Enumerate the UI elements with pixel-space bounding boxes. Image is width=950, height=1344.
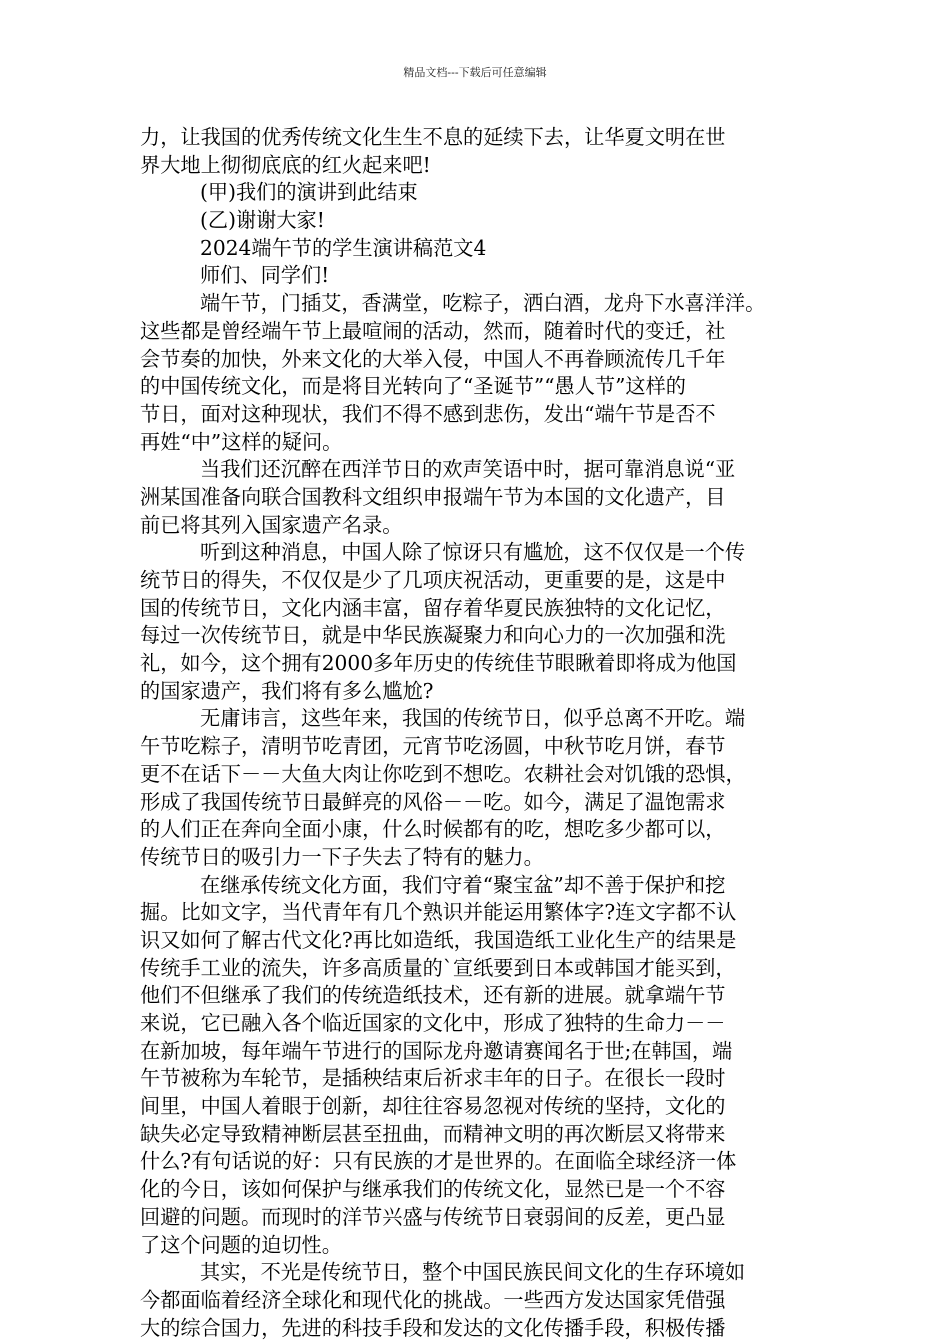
text-line: 的人们正在奔向全面小康，什么时候都有的吃，想吃多少都可以， [140, 817, 726, 842]
text-line: 午节吃粽子，清明节吃青团，元宵节吃汤圆，中秋节吃月饼，春节 [140, 734, 726, 759]
text-line: 更不在话下－－大鱼大肉让你吃到不想吃。农耕社会对饥饿的恐惧， [140, 761, 746, 786]
text-line: 今都面临着经济全球化和现代化的挑战。一些西方发达国家凭借强 [140, 1287, 726, 1312]
text-line: 掘。比如文字，当代青年有几个熟识并能运用繁体字?连文字都不认 [140, 900, 737, 925]
text-line: 国的传统节日，文化内涵丰富，留存着华夏民族独特的文化记忆， [140, 595, 726, 620]
text-line: 他们不但继承了我们的传统造纸技术，还有新的进展。就拿端午节 [140, 983, 726, 1008]
text-line: 缺失必定导致精神断层甚至扭曲，而精神文明的再次断层又将带来 [140, 1121, 726, 1146]
text-line: 传统节日的吸引力一下子失去了特有的魅力。 [140, 844, 544, 869]
text-line: 端午节，门插艾，香满堂，吃粽子，洒白酒，龙舟下水喜洋洋。 [200, 291, 766, 316]
text-line: 前已将其列入国家遗产名录。 [140, 512, 403, 537]
text-line: (甲)我们的演讲到此结束 [200, 180, 418, 205]
text-line: 什么?有句话说的好：只有民族的才是世界的。在面临全球经济一体 [140, 1149, 737, 1174]
text-line: 了这个问题的迫切性。 [140, 1232, 342, 1257]
text-line: 统节日的得失，不仅仅是少了几项庆祝活动，更重要的是，这是中 [140, 568, 726, 592]
text-line: 回避的问题。而现时的洋节兴盛与传统节日衰弱间的反差，更凸显 [140, 1204, 726, 1229]
text-line: 力，让我国的优秀传统文化生生不息的延续下去，让华夏文明在世 [140, 125, 726, 149]
text-line: 其实，不光是传统节日，整个中国民族民间文化的生存环境如 [200, 1260, 746, 1285]
text-line: 洲某国准备向联合国教科文组织申报端午节为本国的文化遗产，目 [140, 484, 726, 509]
text-line: 再姓“中”这样的疑问。 [140, 429, 343, 454]
text-line: 化的今日，该如何保护与继承我们的传统文化，显然已是一个不容 [140, 1177, 726, 1202]
text-line: 2024端午节的学生演讲稿范文4 [200, 235, 487, 260]
text-line: 传统手工业的流失，许多高质量的`宣纸要到日本或韩国才能买到， [140, 955, 736, 980]
text-line: 这些都是曾经端午节上最喧闹的活动，然而，随着时代的变迁，社 [140, 318, 726, 343]
text-line: 来说，它已融入各个临近国家的文化中，形成了独特的生命力－－ [140, 1011, 726, 1035]
page-header: 精品文档---下载后可任意编辑 [403, 66, 547, 79]
text-line: 听到这种消息，中国人除了惊讶只有尴尬，这不仅仅是一个传 [200, 540, 746, 565]
text-line: 会节奏的加快，外来文化的大举入侵，中国人不再眷顾流传几千年 [140, 346, 726, 371]
text-line: 的中国传统文化，而是将目光转向了“圣诞节”“愚人节”这样的 [140, 374, 686, 399]
text-line: 间里，中国人着眼于创新，却往往容易忽视对传统的坚持，文化的 [140, 1094, 726, 1119]
text-line: 的国家遗产，我们将有多么尴尬? [140, 678, 434, 703]
text-line: 当我们还沉醉在西洋节日的欢声笑语中时，据可靠消息说“亚 [200, 457, 736, 482]
text-line: 师们、同学们! [200, 263, 330, 288]
text-line: (乙)谢谢大家! [200, 208, 325, 233]
text-line: 礼，如今，这个拥有2000多年历史的传统佳节眼瞅着即将成为他国 [140, 651, 737, 676]
text-line: 在继承传统文化方面，我们守着“聚宝盆”却不善于保护和挖 [200, 872, 726, 897]
text-line: 界大地上彻彻底底的红火起来吧! [140, 152, 431, 177]
text-line: 节日，面对这种现状，我们不得不感到悲伤，发出“端午节是否不 [140, 401, 716, 426]
text-line: 识又如何了解古代文化?再比如造纸，我国造纸工业化生产的结果是 [140, 927, 737, 952]
text-line: 无庸讳言，这些年来，我国的传统节日，似乎总离不开吃。端 [200, 706, 746, 731]
document-body [140, 124, 812, 1342]
text-line: 在新加坡，每年端午节进行的国际龙舟邀请赛闻名于世;在韩国，端 [140, 1038, 733, 1063]
text-line: 每过一次传统节日，就是中华民族凝聚力和向心力的一次加强和洗 [140, 623, 726, 648]
text-line: 形成了我国传统节日最鲜亮的风俗－－吃。如今，满足了温饱需求 [140, 789, 726, 814]
text-line: 大的综合国力，先进的科技手段和发达的文化传播手段，积极传播 [140, 1315, 726, 1340]
text-line: 午节被称为车轮节，是插秧结束后祈求丰年的日子。在很长一段时 [140, 1066, 726, 1091]
